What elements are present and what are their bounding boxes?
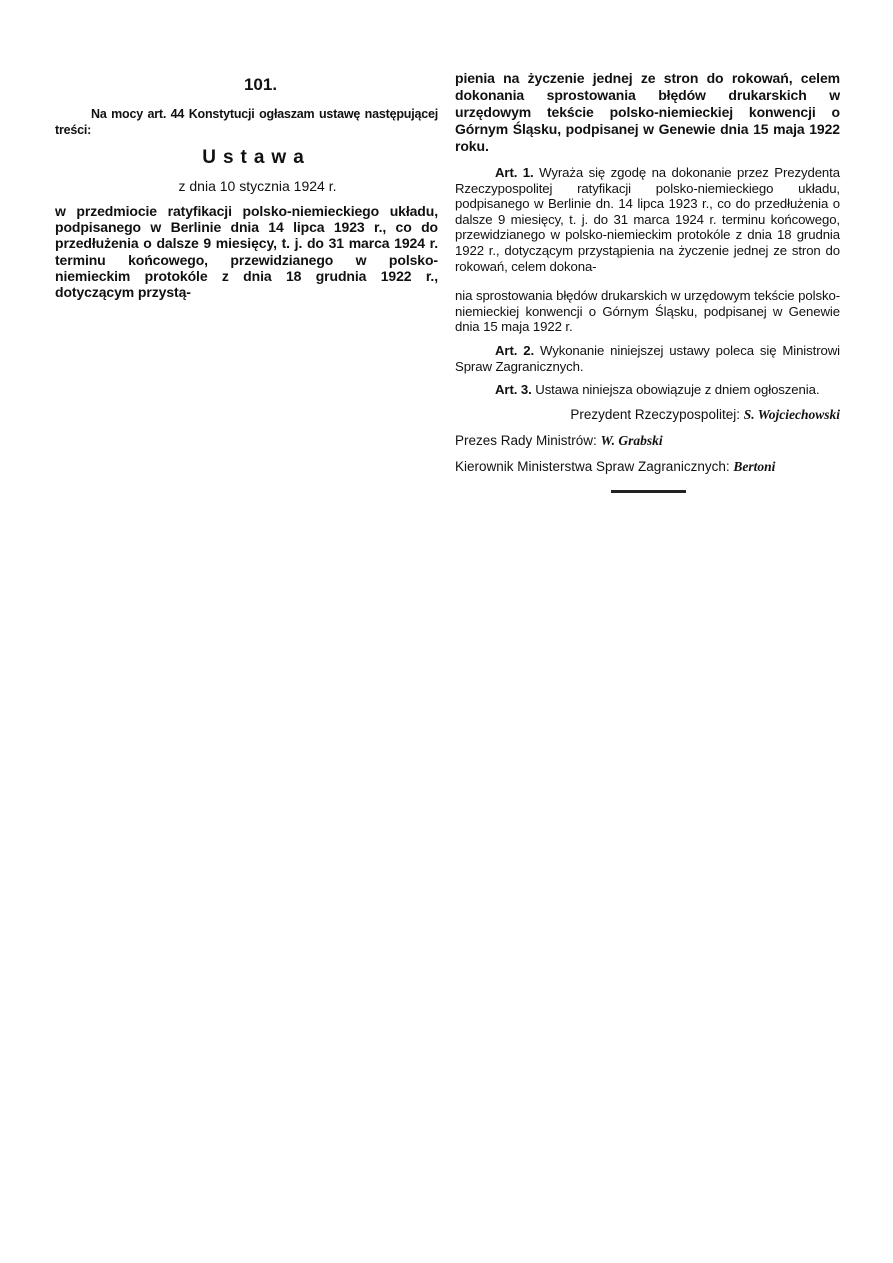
article-1-label: Art. 1. — [495, 165, 534, 180]
right-column — [455, 70, 840, 493]
signature-foreign-minister — [455, 458, 840, 476]
signature-president-role: Prezydent Rzeczypospolitej: — [570, 406, 740, 422]
article-1 — [455, 165, 840, 274]
act-number: 101. — [243, 75, 278, 94]
promulgation-intro: Na mocy art. 44 Konstytucji ogłaszam ustawę następującej treści: — [55, 107, 438, 137]
signature-prime-minister-name: W. Grabski — [600, 432, 663, 448]
signature-foreign-minister-role: Kierownik Ministerstwa Spraw Zagranicznych: — [455, 458, 730, 474]
signature-prime-minister-role: Prezes Rady Ministrów: — [455, 432, 597, 448]
act-subject-heading: w przedmiocie ratyfikacji polsko-niemieckiego układu, podpisanego w Berlinie dnia 14 lipca 1923 r., co do przedłużenia o dalsze 9 miesięcy, t. j. do 31 marca 1924 r. terminu końcowego, przewidzianego w polsko-niemieckim protokóle z dnia 18 grudnia 1922 r., dotyczącym przystą- — [55, 203, 438, 301]
article-2-label: Art. 2. — [495, 342, 535, 358]
article-2 — [455, 343, 840, 374]
act-subject-heading-continuation: pienia na życzenie jednej ze stron do rokowań, celem dokonania sprostowania błędów drukarskich w urzędowym tekście polsko-niemieckiej konwencji o Górnym Śląsku, podpisanej w Genewie dnia 15 maja 1922 roku. — [455, 70, 840, 154]
article-1-text: Wyraża się zgodę na dokonanie przez Prezydenta Rzeczypospolitej ratyfikacji polsko-niemieckiego układu, podpisanego w Berlinie dn. 14 lipca 1923 r., co do przedłużenia o dalsze 9 miesięcy, t. j. do 31 marca 1924 r. terminu końcowego, przewidzianego w polsko-niemieckim protokóle z dnia 18 grudnia 1922 r., dotyczącym przystąpienia na życzenie jednej ze stron do rokowań, celem dokona- — [455, 165, 840, 274]
signature-president-name: S. Wojciechowski — [743, 406, 840, 422]
article-2-text: Wykonanie niniejszej ustawy poleca się Ministrowi Spraw Zagranicznych. — [455, 342, 840, 374]
article-3-label: Art. 3. — [495, 382, 532, 398]
signature-president — [455, 406, 840, 424]
act-date: z dnia 10 stycznia 1924 r. — [178, 178, 337, 194]
signature-foreign-minister-name: Bertoni — [733, 458, 776, 474]
article-3 — [455, 382, 840, 398]
act-title: Ustawa — [202, 147, 311, 168]
article-1-continuation: nia sprostowania błędów drukarskich w urzędowym tekście polsko-niemieckiej konwencji o Górnym Śląsku, podpisanej w Genewie dnia 15 maja 1922 r. — [455, 288, 840, 335]
signature-prime-minister — [455, 432, 840, 450]
left-column — [55, 70, 438, 300]
end-rule — [611, 490, 686, 493]
article-3-text: Ustawa niniejsza obowiązuje z dniem ogłoszenia. — [535, 382, 820, 398]
